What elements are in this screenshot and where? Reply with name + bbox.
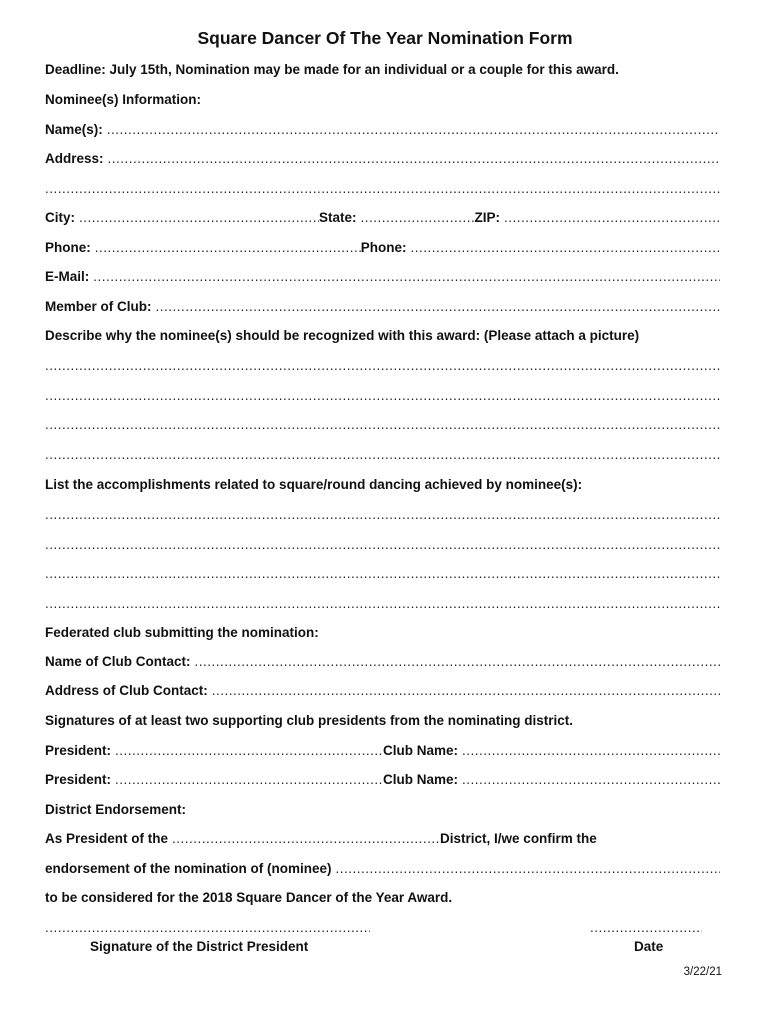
address-line-1[interactable] xyxy=(108,150,720,168)
city-line[interactable] xyxy=(79,209,319,227)
district-confirm-label: District, I/we confirm the xyxy=(440,831,597,846)
federated-heading xyxy=(45,624,720,642)
considered-text xyxy=(45,889,720,907)
city-state-zip-row[interactable] xyxy=(45,209,720,227)
club-contact-address-label: Address of Club Contact: xyxy=(45,683,208,698)
describe-line-4[interactable] xyxy=(45,446,720,464)
president1-row[interactable] xyxy=(45,742,720,760)
describe-line-1[interactable] xyxy=(45,357,720,375)
zip-line[interactable] xyxy=(504,209,720,227)
accomplishments-line-3[interactable] xyxy=(45,565,720,583)
club-name2-line[interactable] xyxy=(462,771,720,789)
president2-row[interactable] xyxy=(45,771,720,789)
form-title: Square Dancer Of The Year Nomination Form xyxy=(197,28,573,48)
phone2-label: Phone: xyxy=(360,240,407,255)
names-field[interactable] xyxy=(45,121,720,139)
accomplishments-dots-2[interactable] xyxy=(45,536,720,554)
district-heading-label: District Endorsement: xyxy=(45,802,187,817)
nominee-line[interactable] xyxy=(336,860,721,878)
address-field[interactable] xyxy=(45,150,720,168)
phone-label: Phone: xyxy=(45,240,91,255)
accomplishments-line-4[interactable] xyxy=(45,595,720,613)
signature-label: Signature of the District President xyxy=(90,939,309,954)
club-contact-label: Name of Club Contact: xyxy=(45,654,191,669)
accomplishments-dots-1[interactable] xyxy=(45,506,720,524)
date-line[interactable] xyxy=(590,919,702,937)
phone-row[interactable] xyxy=(45,239,720,257)
president1-label: President: xyxy=(45,743,112,758)
describe-line-2[interactable] xyxy=(45,387,720,405)
nominee-heading xyxy=(45,91,720,109)
deadline-text xyxy=(45,61,720,79)
describe-line-3[interactable] xyxy=(45,416,720,434)
names-line[interactable] xyxy=(107,121,720,139)
describe-prompt-label: Describe why the nominee(s) should be recognized with this award: (Please attach a picture) xyxy=(45,328,640,343)
club-name1-line[interactable] xyxy=(462,742,720,760)
signatures-heading xyxy=(45,712,720,730)
date-label: Date xyxy=(634,939,664,954)
accomplishments-dots-4[interactable] xyxy=(45,595,720,613)
as-president-row[interactable] xyxy=(45,830,720,848)
club-name1-label: Club Name: xyxy=(383,743,459,758)
federated-heading-label: Federated club submitting the nomination: xyxy=(45,625,319,640)
deadline-label: Deadline: July 15th, Nomination may be made for an individual or a couple for this award. xyxy=(45,62,619,77)
address-line-2[interactable] xyxy=(45,180,720,198)
nominee-heading-label: Nominee(s) Information: xyxy=(45,92,202,107)
president2-line[interactable] xyxy=(115,771,383,789)
accomplishments-line-2[interactable] xyxy=(45,536,720,554)
club-contact-address-field[interactable] xyxy=(45,682,720,700)
club-contact-address-line[interactable] xyxy=(212,682,720,700)
accomplishments-prompt-label: List the accomplishments related to square/round dancing achieved by nominee(s): xyxy=(45,477,583,492)
club-member-label: Member of Club: xyxy=(45,299,152,314)
describe-dots-2[interactable] xyxy=(45,387,720,405)
describe-prompt xyxy=(45,327,720,345)
email-label: E-Mail: xyxy=(45,269,90,284)
email-line[interactable] xyxy=(93,268,720,286)
club-member-line[interactable] xyxy=(156,298,721,316)
email-field[interactable] xyxy=(45,268,720,286)
district-name-line[interactable] xyxy=(172,830,440,848)
accomplishments-line-1[interactable] xyxy=(45,506,720,524)
club-name2-label: Club Name: xyxy=(383,772,459,787)
district-heading xyxy=(45,801,720,819)
accomplishments-dots-3[interactable] xyxy=(45,565,720,583)
endorsement-label: endorsement of the nomination of (nominee) xyxy=(45,861,332,876)
president1-line[interactable] xyxy=(115,742,383,760)
accomplishments-prompt xyxy=(45,476,720,494)
phone2-line[interactable] xyxy=(411,239,721,257)
describe-dots-3[interactable] xyxy=(45,416,720,434)
as-president-label: As President of the xyxy=(45,831,169,846)
zip-label: ZIP: xyxy=(474,210,501,225)
address-label: Address: xyxy=(45,151,104,166)
club-contact-field[interactable] xyxy=(45,653,720,671)
president2-label: President: xyxy=(45,772,112,787)
club-member-field[interactable] xyxy=(45,298,720,316)
endorsement-row[interactable] xyxy=(45,860,720,878)
city-label: City: xyxy=(45,210,75,225)
describe-dots-1[interactable] xyxy=(45,357,720,375)
address-field-2[interactable] xyxy=(45,180,720,198)
district-president-signature-line[interactable] xyxy=(45,919,370,937)
state-label: State: xyxy=(319,210,357,225)
considered-text-label: to be considered for the 2018 Square Dancer of the Year Award. xyxy=(45,890,453,905)
describe-dots-4[interactable] xyxy=(45,446,720,464)
club-contact-line[interactable] xyxy=(195,653,720,671)
names-label: Name(s): xyxy=(45,122,103,137)
phone-line[interactable] xyxy=(95,239,361,257)
footer-date: 3/22/21 xyxy=(683,966,722,978)
state-line[interactable] xyxy=(361,209,475,227)
signatures-heading-label: Signatures of at least two supporting club presidents from the nominating district. xyxy=(45,713,574,728)
